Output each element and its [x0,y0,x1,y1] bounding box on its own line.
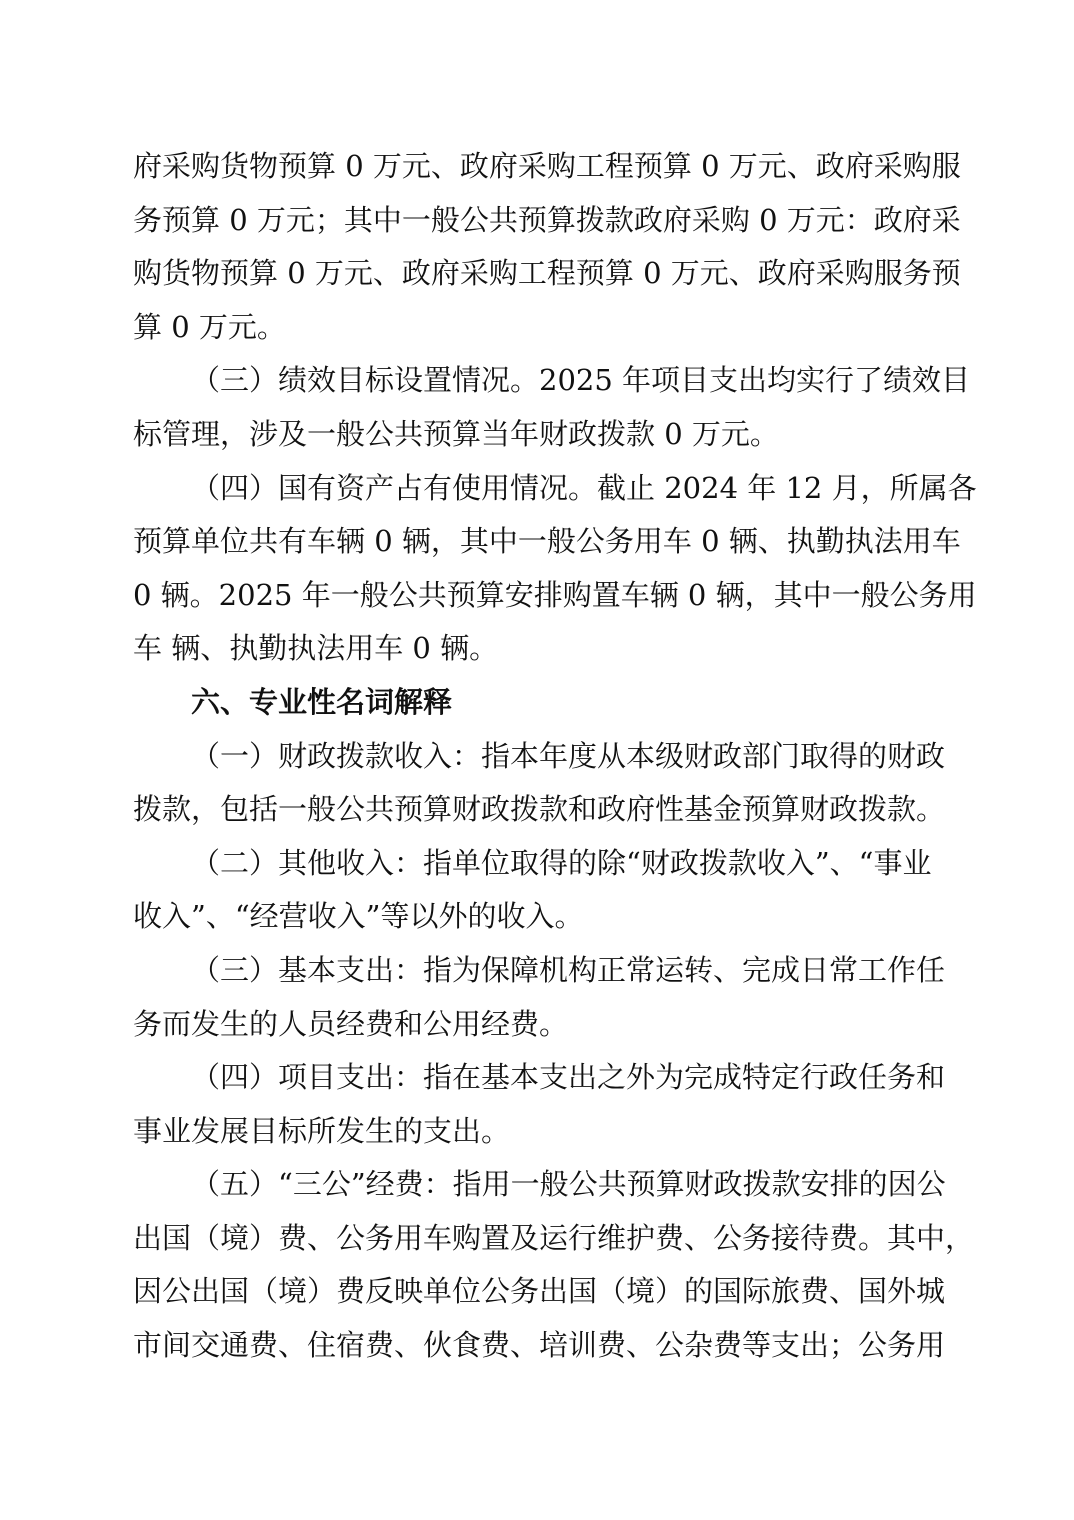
document-body [133,140,977,1373]
paragraph-state-assets [133,462,977,676]
definition-other-income [133,837,945,944]
text-line: 算 0 万元。 [133,309,286,344]
definition-project-expenditure [133,1051,945,1158]
text-line: （四）项目支出：指在基本支出之外为完成特定行政任务和 [191,1060,946,1095]
text-line: 市间交通费、住宿费、伙食费、培训费、公杂费等支出；公务用 [133,1328,946,1363]
definition-three-public-expenses [133,1158,975,1372]
text-line: 预算单位共有车辆 0 辆，其中一般公务用车 0 辆、执勤执法用车 [133,524,961,559]
text-line: 务预算 0 万元；其中一般公共预算拨款政府采购 0 万元：政府采 [133,202,961,237]
text-line: 府采购货物预算 0 万元、政府采购工程预算 0 万元、政府采购服 [133,149,961,183]
text-line: 务而发生的人员经费和公用经费。 [133,1006,569,1041]
text-line: 车 辆、执勤执法用车 0 辆。 [133,631,499,666]
paragraph-procurement-continued [133,140,961,354]
text-line: 拨款，包括一般公共预算财政拨款和政府性基金预算财政拨款。 [133,792,946,827]
text-line: 收入”、“经营收入”等以外的收入。 [133,899,584,934]
text-line: （二）其他收入：指单位取得的除“财政拨款收入”、“事业 [191,845,932,880]
text-line: 标管理，涉及一般公共预算当年财政拨款 0 万元。 [133,416,779,451]
text-line: （三）基本支出：指为保障机构正常运转、完成日常工作任 [191,952,946,987]
section-heading: 六、专业性名词解释 [191,684,453,719]
text-line: 0 辆。2025 年一般公共预算安排购置车辆 0 辆，其中一般公务用 [133,577,977,612]
text-line: 出国（境）费、公务用车购置及运行维护费、公务接待费。其中， [133,1220,975,1255]
text-line: （一）财政拨款收入：指本年度从本级财政部门取得的财政 [191,738,946,773]
definition-fiscal-appropriation-income [133,730,945,837]
text-line: 事业发展目标所发生的支出。 [133,1113,511,1148]
text-line: （三）绩效目标设置情况。2025 年项目支出均实行了绩效目 [191,363,971,398]
paragraph-performance-targets [133,354,971,461]
definition-basic-expenditure [133,944,945,1051]
text-line: 因公出国（境）费反映单位公务出国（境）的国际旅费、国外城 [133,1274,946,1309]
text-line: 购货物预算 0 万元、政府采购工程预算 0 万元、政府采购服务预 [133,256,961,291]
text-line: （四）国有资产占有使用情况。截止 2024 年 12 月，所属各 [191,470,977,505]
text-line: （五）“三公”经费：指用一般公共预算财政拨款安排的因公 [191,1167,946,1202]
